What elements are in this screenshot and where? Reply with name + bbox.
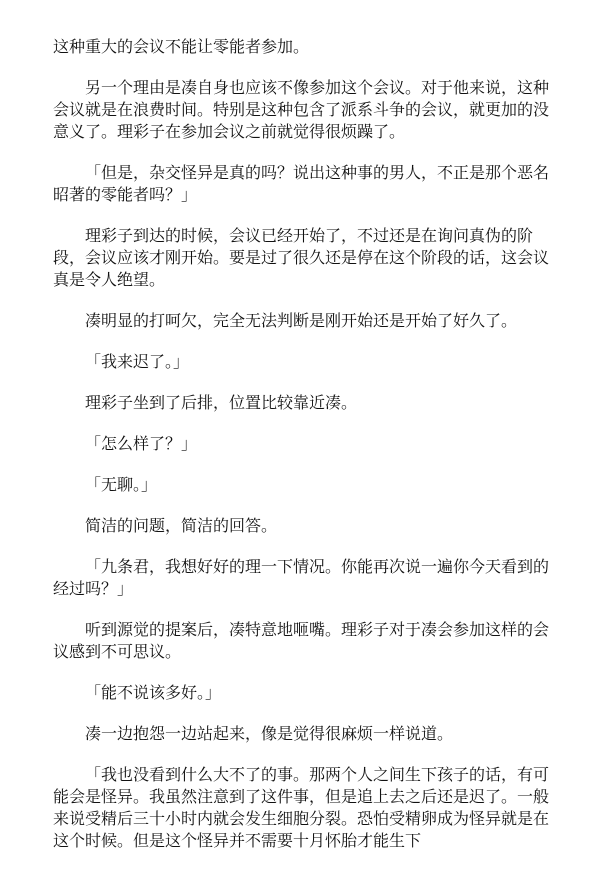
paragraph: 「但是，杂交怪异是真的吗？说出这种事的男人，不正是那个恶名昭著的零能者吗？」 <box>53 163 550 204</box>
paragraph: 凑明显的打呵欠，完全无法判断是刚开始还是开始了好久了。 <box>85 311 518 330</box>
paragraph: 凑一边抱怨一边站起来，像是觉得很麻烦一样说道。 <box>85 724 454 743</box>
document-page <box>53 0 553 871</box>
paragraph: 「我来迟了。」 <box>85 352 190 371</box>
paragraph: 「无聊。」 <box>85 475 158 494</box>
paragraph: 另一个理由是凑自身也应该不像参加这个会议。对于他来说，这种会议就是在浪费时间。特别是这种包含了派系斗争的会议，就更加的没意义了。理彩子在参加会议之前就觉得很烦躁了。 <box>53 78 550 141</box>
paragraph: 「我也没看到什么大不了的事。那两个人之间生下孩子的话，有可能会是怪异。我虽然注意到了这件事，但是追上去之后还是迟了。一般来说受精后三十小时内就会发生细胞分裂。恐怕受精卵成为怪异就是在这个时候。但是这个怪异并不需要十月怀胎才能生下 <box>53 765 550 850</box>
paragraph: 这种重大的会议不能让零能者参加。 <box>53 37 310 56</box>
paragraph: 「怎么样了？」 <box>85 434 198 453</box>
paragraph: 理彩子到达的时候，会议已经开始了，不过还是在询问真伪的阶段，会议应该才刚开始。要是过了很久还是停在这个阶段的话，这会议真是令人绝望。 <box>53 226 550 289</box>
paragraph: 简洁的问题，简洁的回答。 <box>85 516 278 535</box>
paragraph: 「能不说该多好。」 <box>85 683 222 702</box>
paragraph: 听到源觉的提案后，凑特意地咂嘴。理彩子对于凑会参加这样的会议感到不可思议。 <box>53 620 550 661</box>
paragraph: 「九条君，我想好好的理一下情况。你能再次说一遍你今天看到的经过吗？」 <box>53 557 550 598</box>
paragraph: 理彩子坐到了后排，位置比较靠近凑。 <box>85 393 358 412</box>
